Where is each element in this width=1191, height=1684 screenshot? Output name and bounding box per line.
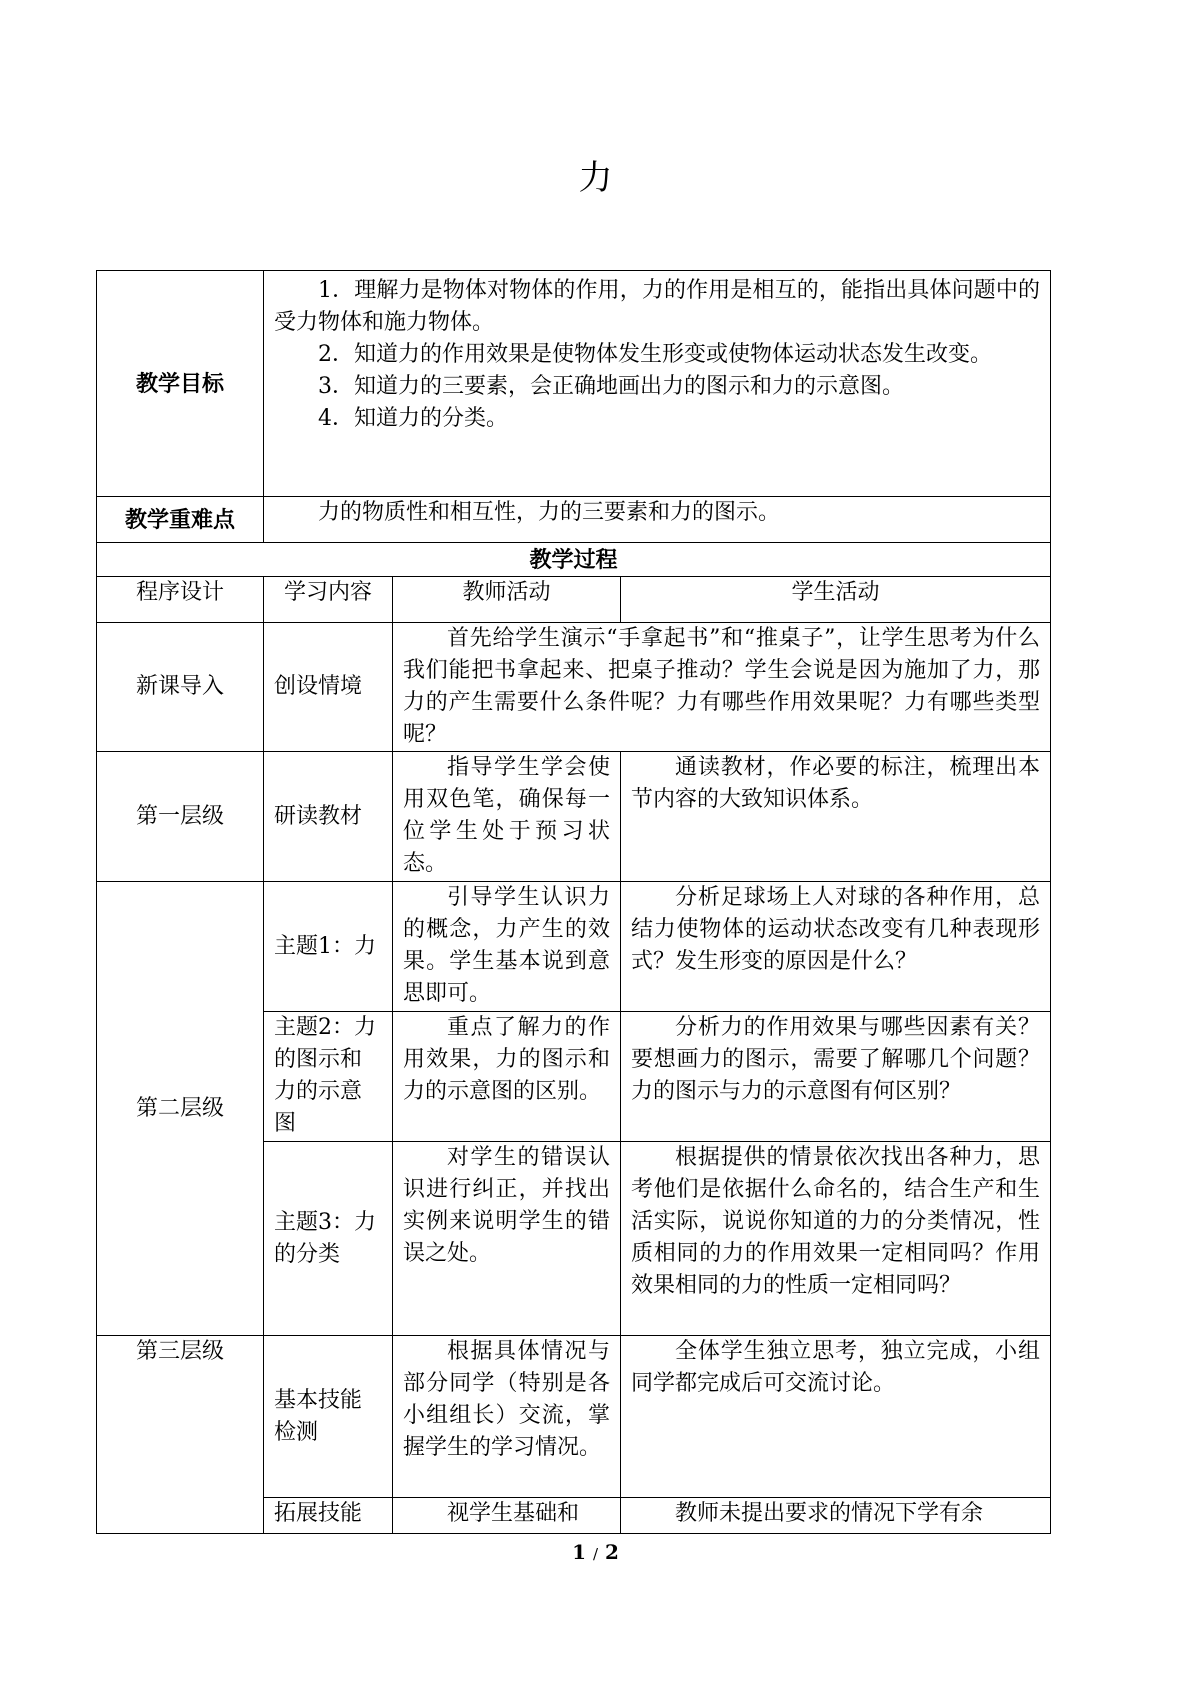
level1-row: [97, 752, 1051, 882]
level1-content: 研读教材: [264, 752, 393, 882]
level2-topic1-content: 主题1：力: [264, 882, 393, 1012]
key-points-label: 教学重难点: [97, 497, 264, 543]
level2-topic1-teacher: 引导学生认识力的概念，力产生的效果。学生基本说到意思即可。: [393, 882, 621, 1012]
goal-item-2: 2．知道力的作用效果是使物体发生形变或使物体运动状态发生改变。: [318, 342, 992, 367]
key-points-text: 力的物质性和相互性，力的三要素和力的图示。: [264, 497, 1051, 543]
level1-stage: 第一层级: [97, 752, 264, 882]
goal-item-1: 1．理解力是物体对物体的作用，力的作用是相互的，能指出具体问题中的受力物体和施力物体。: [274, 278, 1041, 335]
goal-item-3: 3．知道力的三要素，会正确地画出力的图示和力的示意图。: [318, 374, 904, 399]
lesson-plan-table: [96, 270, 1051, 1534]
level3-stage: 第三层级: [97, 1336, 264, 1534]
header-teacher: 教师活动: [393, 577, 621, 623]
header-content: 学习内容: [264, 577, 393, 623]
goals-cell: [264, 271, 1051, 497]
level2-topic1-student: 分析足球场上人对球的各种作用，总结力使物体的运动状态改变有几种表现形式？发生形变的原因是什么？: [621, 882, 1051, 1012]
intro-content: 创设情境: [264, 623, 393, 752]
page-title: 力: [578, 158, 613, 198]
process-title: 教学过程: [97, 543, 1051, 577]
process-header-row: [97, 577, 1051, 623]
goals-row: [97, 271, 1051, 497]
level2-topic3-content: 主题3：力的分类: [264, 1142, 393, 1336]
header-student: 学生活动: [621, 577, 1051, 623]
goal-item-4: 4．知道力的分类。: [318, 406, 508, 431]
level3-basic-teacher: 根据具体情况与部分同学（特别是各小组组长）交流，掌握学生的学习情况。: [393, 1336, 621, 1498]
level3-extend-student: 教师未提出要求的情况下学有余: [621, 1498, 1051, 1534]
page-separator: /: [592, 1545, 599, 1563]
level3-extend-content: 拓展技能: [264, 1498, 393, 1534]
page-current: 1: [572, 1540, 586, 1564]
process-title-row: [97, 543, 1051, 577]
header-stage: 程序设计: [97, 577, 264, 623]
level2-topic3-teacher: 对学生的错误认识进行纠正，并找出实例来说明学生的错误之处。: [393, 1142, 621, 1336]
level2-topic2-student: 分析力的作用效果与哪些因素有关？要想画力的图示，需要了解哪几个问题？力的图示与力的示意图有何区别？: [621, 1012, 1051, 1142]
level2-row-1: [97, 882, 1051, 1012]
intro-activity: 首先给学生演示“手拿起书”和“推桌子”，让学生思考为什么我们能把书拿起来、把桌子推动？学生会说是因为施加了力，那力的产生需要什么条件呢？力有哪些作用效果呢？力有哪些类型呢？: [393, 623, 1051, 752]
level1-student: 通读教材，作必要的标注，梳理出本节内容的大致知识体系。: [621, 752, 1051, 882]
key-points-row: [97, 497, 1051, 543]
level2-topic2-teacher: 重点了解力的作用效果，力的图示和力的示意图的区别。: [393, 1012, 621, 1142]
level3-extend-teacher: 视学生基础和: [393, 1498, 621, 1534]
level2-topic2-content: 主题2：力的图示和力的示意图: [264, 1012, 393, 1142]
level3-basic-content: 基本技能检测: [264, 1336, 393, 1498]
level3-basic-student: 全体学生独立思考，独立完成，小组同学都完成后可交流讨论。: [621, 1336, 1051, 1498]
level2-topic3-student: 根据提供的情景依次找出各种力，思考他们是依据什么命名的，结合生产和生活实际，说说你知道的力的分类情况，性质相同的力的作用效果一定相同吗？作用效果相同的力的性质一定相同吗？: [621, 1142, 1051, 1336]
intro-row: [97, 623, 1051, 752]
goals-label: 教学目标: [97, 271, 264, 497]
level3-row-1: [97, 1336, 1051, 1498]
intro-stage: 新课导入: [97, 623, 264, 752]
page-number: [0, 1540, 1191, 1564]
page-total: 2: [605, 1540, 619, 1564]
level1-teacher: 指导学生学会使用双色笔，确保每一位学生处于预习状态。: [393, 752, 621, 882]
level2-stage: 第二层级: [97, 882, 264, 1336]
